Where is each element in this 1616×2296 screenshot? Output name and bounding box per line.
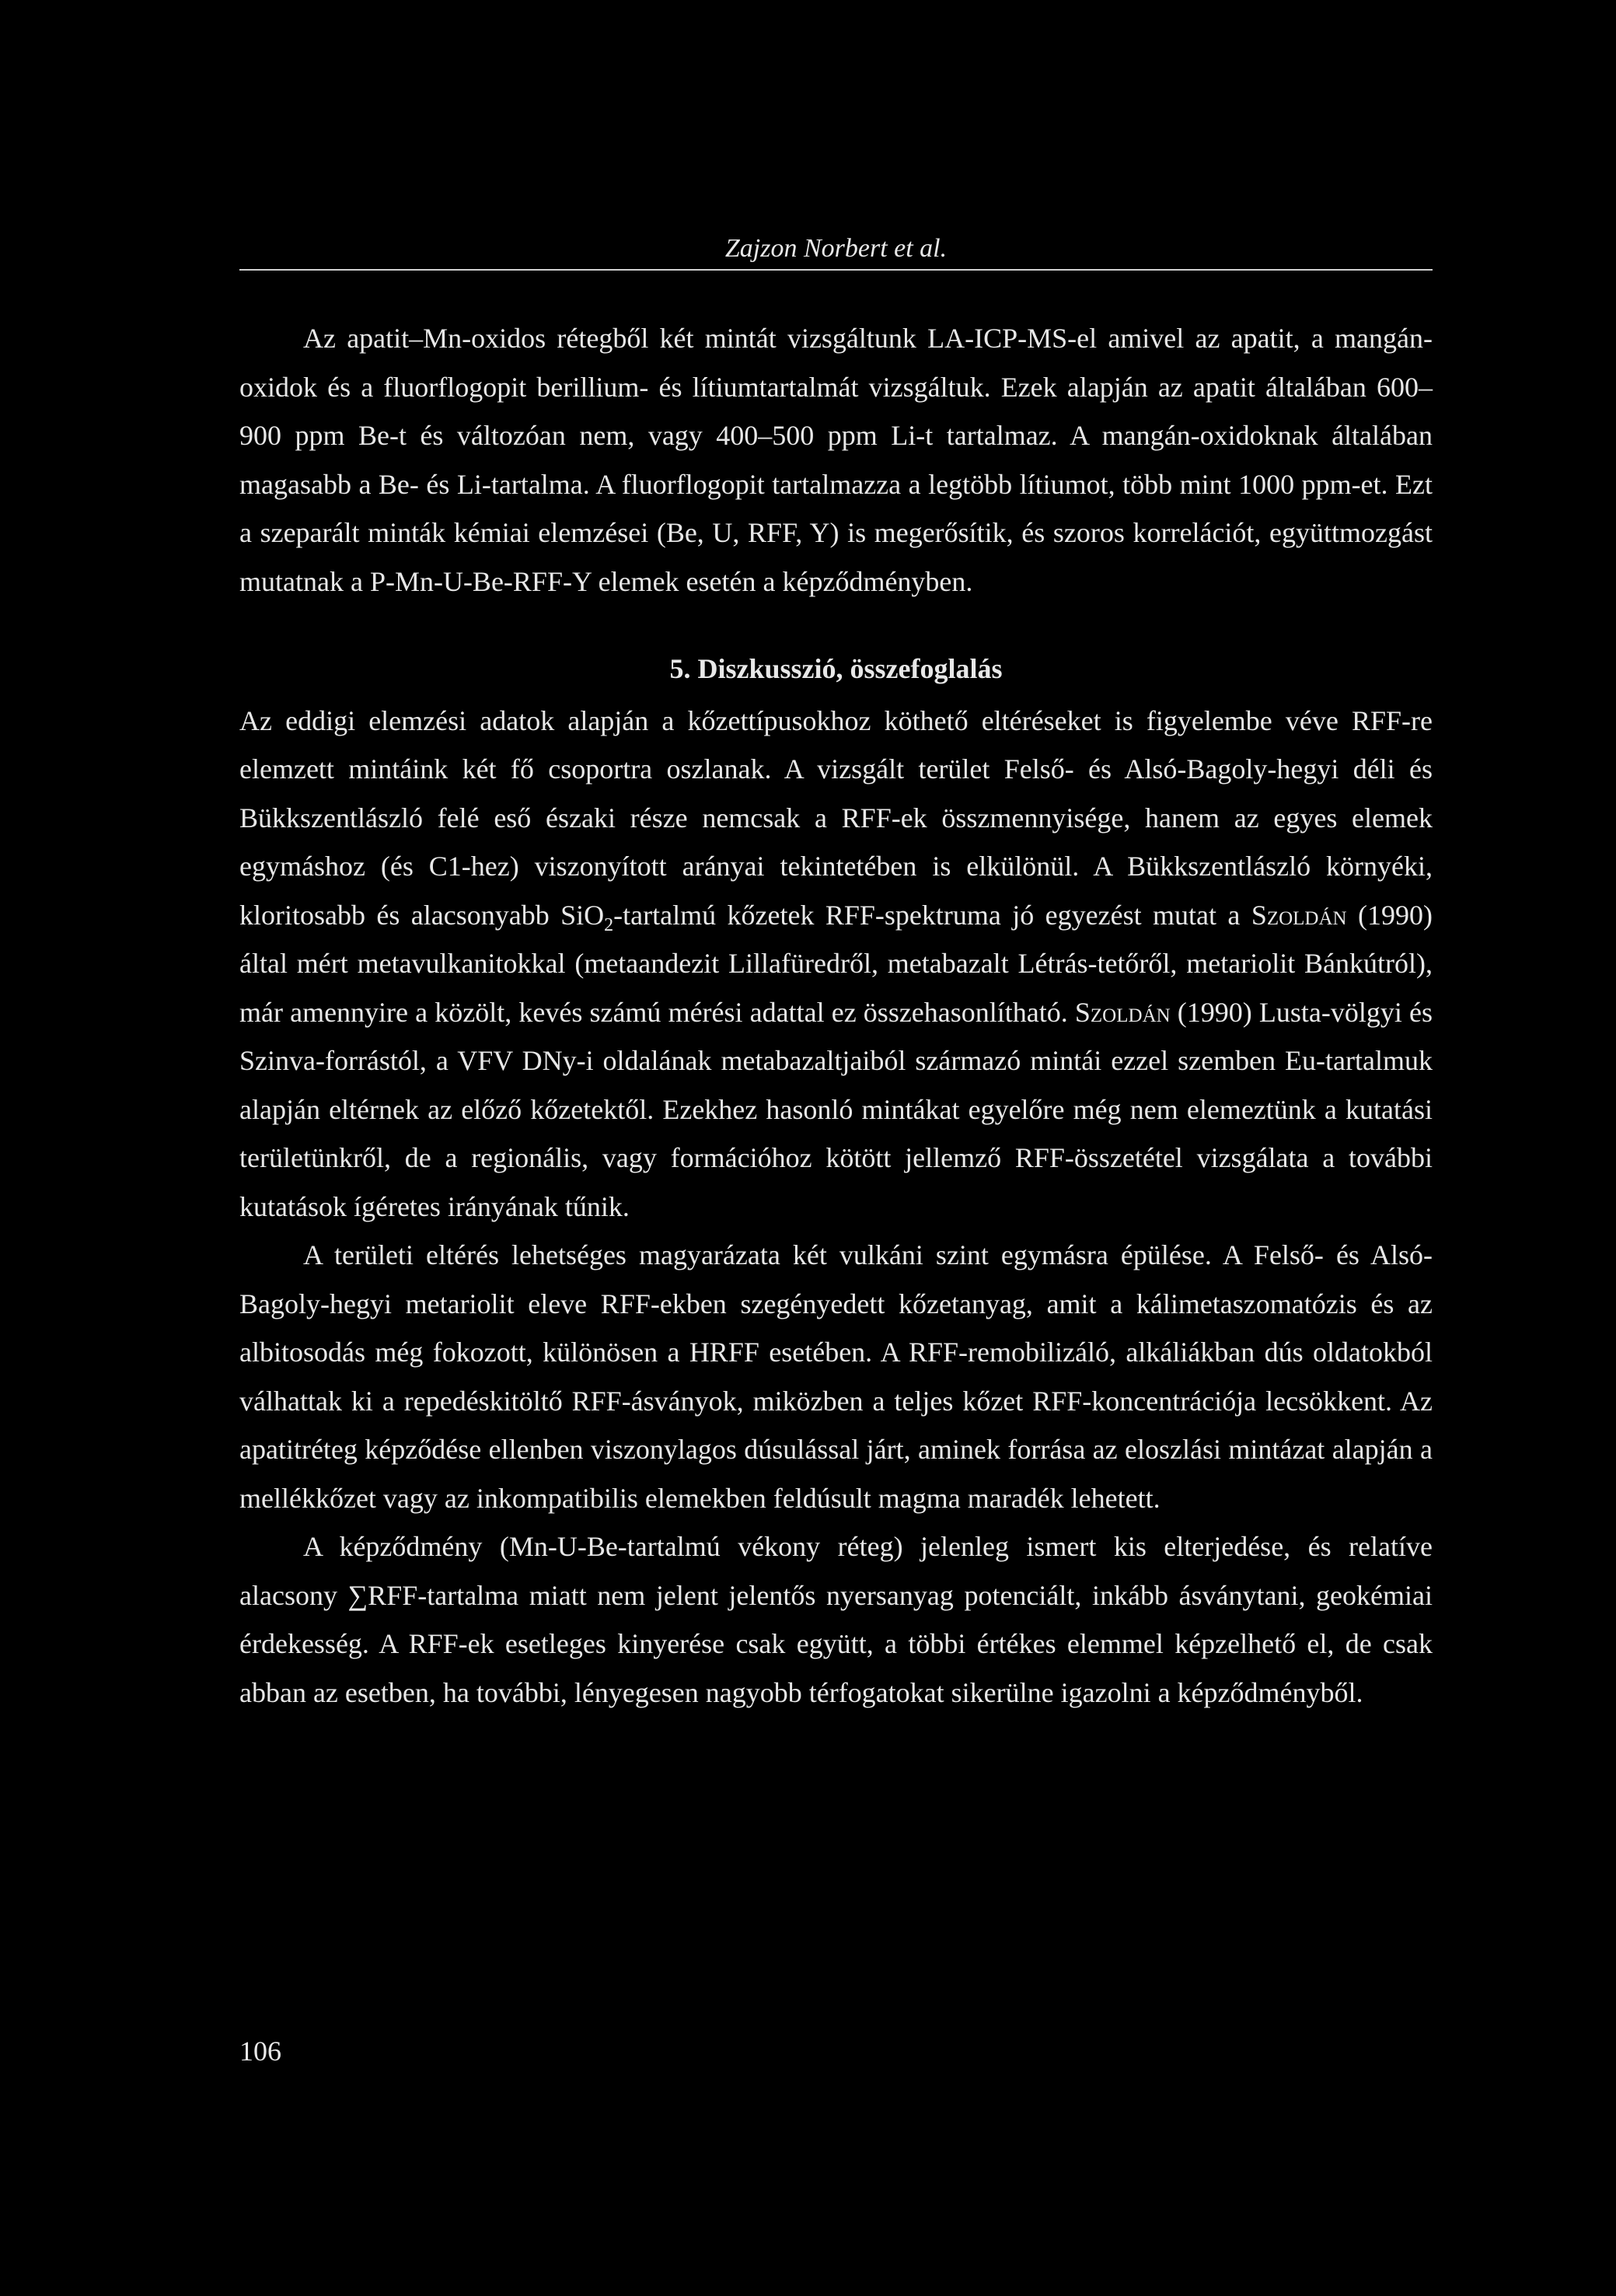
text-span: (1990) által mért metavulkanitokkal (metaandezit Lillafüredről, metabazalt Létrás-tetőről, metariolit Bánkútról), már amennyire a közölt, kevés számú mérési adattal ez összehasonlítható. [239,899,1433,1028]
discussion-paragraph-1 [239,697,1433,1232]
author-name: Szoldán [1251,899,1347,931]
discussion-paragraph-2: A területi eltérés lehetséges magyarázata két vulkáni szint egymásra épülése. A Felső- és Alsó-Bagoly-hegyi metariolit eleve RFF-ekben szegényedett kőzetanyag, amit a kálimetaszomatózis és az albitosodás még fokozott, különösen a HRFF esetében. A RFF-remobilizáló, alkáliákban dús oldatokból válhattak ki a repedéskitöltő RFF-ásványok, miközben a teljes kőzet RFF-koncentrációja lecsökkent. Az apatitréteg képződése ellenben viszonylagos dúsulással járt, aminek forrása az eloszlási mintázat alapján a mellékkőzet vagy az inkompatibilis elemekben feldúsult magma maradék lehetett. [239,1239,1433,1514]
section-heading: 5. Diszkusszió, összefoglalás [669,653,1003,684]
body-text [239,314,1433,1717]
text-span: -tartalmú kőzetek RFF-spektruma jó egyezést mutat a [613,899,1251,931]
running-header: Zajzon Norbert et al. [239,233,1433,271]
page-content [239,233,1433,1717]
text-span: (1990) Lusta-völgyi és Szinva-forrástól, a VFV DNy-i oldalának metabazaltjaiból származó mintái ezzel szemben Eu-tartalmuk alapján eltérnek az előző kőzetektől. Ezekhez hasonló mintákat egyelőre még nem elemeztünk a kutatási területünkről, de a regionális, vagy formációhoz kötött jellemző RFF-összetétel vizsgálata a további kutatások ígéretes irányának tűnik. [239,996,1433,1222]
text-span: Az eddigi elemzési adatok alapján a kőzettípusokhoz köthető eltéréseket is figyelembe véve RFF-re elemzett mintáink két fő csoportra oszlanak. A vizsgált terület Felső- és Alsó-Bagoly-hegyi déli és Bükkszentlászló felé eső északi része nemcsak a RFF-ek összmennyisége, hanem az egyes elemek egymáshoz (és C1-hez) viszonyított arányai tekintetében is elkülönül. A Bükkszentlászló környéki, kloritosabb és alacsonyabb SiO [239,704,1433,931]
author-name: Szoldán [1074,996,1171,1028]
intro-paragraph: Az apatit–Mn-oxidos rétegből két mintát vizsgáltunk LA-ICP-MS-el amivel az apatit, a mangán-oxidok és a fluorflogopit berillium- és lítiumtartalmát vizsgáltuk. Ezek alapján az apatit általában 600–900 ppm Be-t és változóan nem, vagy 400–500 ppm Li-t tartalmaz. A mangán-oxidoknak általában magasabb a Be- és Li-tartalma. A fluorflogopit tartalmazza a legtöbb lítiumot, több mint 1000 ppm-et. Ezt a szeparált minták kémiai elemzései (Be, U, RFF, Y) is megerősítik, és szoros korrelációt, együttmozgást mutatnak a P-Mn-U-Be-RFF-Y elemek esetén a képződményben. [239,323,1433,597]
page-number: 106 [239,2036,281,2067]
subscript: 2 [604,914,614,935]
discussion-paragraph-3: A képződmény (Mn-U-Be-tartalmú vékony réteg) jelenleg ismert kis elterjedése, és relatíve alacsony ∑RFF-tartalma miatt nem jelent jelentős nyersanyag potenciált, inkább ásványtani, geokémiai érdekesség. A RFF-ek esetleges kinyerése csak együtt, a többi értékes elemmel képzelhető el, de csak abban az esetben, ha további, lényegesen nagyobb térfogatokat sikerülne igazolni a képződményből. [239,1531,1433,1708]
